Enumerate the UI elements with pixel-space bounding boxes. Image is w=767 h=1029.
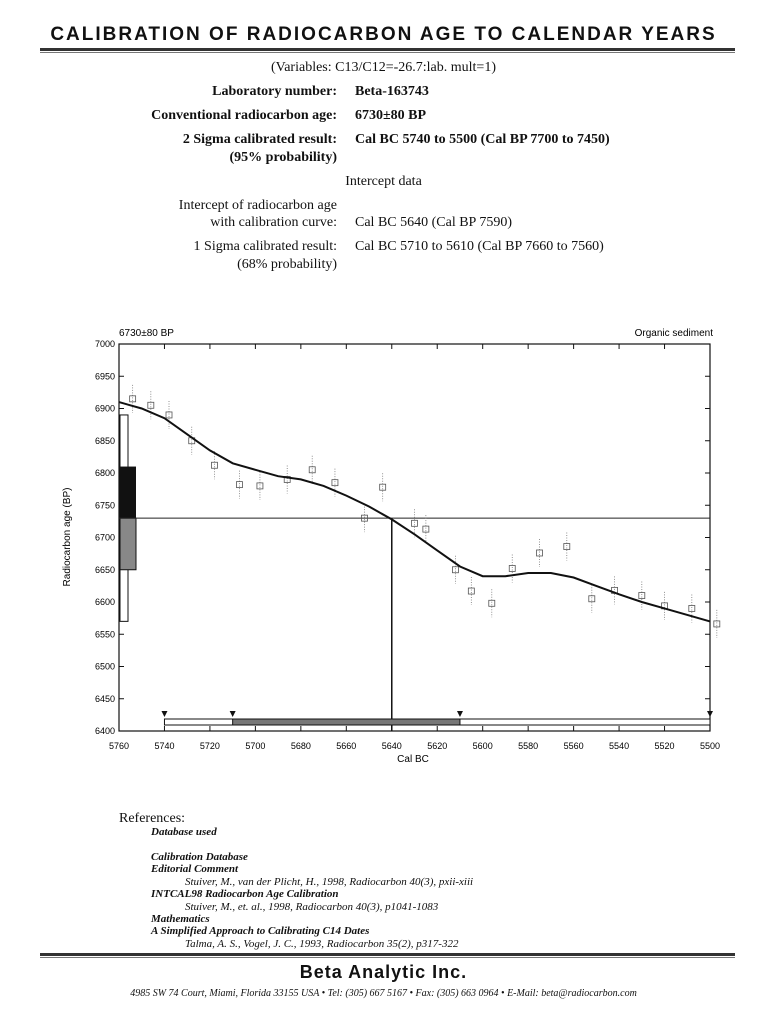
ref-database-used: Database used [151, 826, 217, 838]
chart-top-right-label: Organic sediment [634, 328, 713, 339]
y-tick-label: 6500 [94, 661, 115, 672]
y-tick-label: 6950 [94, 371, 115, 382]
data-point [236, 482, 242, 488]
x-tick-label: 5700 [245, 741, 266, 751]
chart-x-label: Cal BC [397, 754, 429, 765]
data-point [148, 402, 154, 408]
ref-intcal98-citation: Stuiver, M., et. al., 1998, Radiocarbon 40(3), p1041-1083 [185, 901, 439, 913]
y-tick-label: 6550 [94, 629, 115, 640]
footer-rule-thin [40, 957, 735, 958]
footer-rule-thick [40, 953, 735, 956]
data-point [589, 596, 595, 602]
data-point [412, 520, 418, 526]
y-tick-label: 6650 [94, 564, 115, 575]
x-tick-label: 5660 [336, 741, 357, 751]
y-tick-label: 6750 [94, 500, 115, 511]
intercept-label-1: Intercept of radiocarbon age [178, 198, 337, 213]
y-tick-label: 6900 [94, 403, 115, 414]
data-point [257, 483, 263, 489]
sigma1-value: Cal BC 5710 to 5610 (Cal BP 7660 to 7560) [355, 239, 604, 254]
y-tick-label: 6700 [94, 532, 115, 543]
header-rule-thin [40, 52, 735, 53]
ref-editorial-comment: Editorial Comment [151, 863, 239, 875]
ref-mathematics: Mathematics [151, 913, 210, 925]
lab-number-value: Beta-163743 [355, 84, 429, 99]
conv-age-label: Conventional radiocarbon age: [151, 108, 337, 123]
x-tick-label: 5640 [381, 741, 402, 751]
y-tick-label: 7000 [94, 339, 115, 349]
data-point [714, 621, 720, 627]
ref-simplified-citation: Talma, A. S., Vogel, J. C., 1993, Radiocarbon 35(2), p317-322 [185, 938, 459, 950]
y-tick-label: 6800 [94, 468, 115, 478]
data-point [380, 484, 386, 490]
data-point [537, 550, 543, 556]
x-tick-label: 5540 [609, 741, 630, 751]
y-tick-label: 6850 [94, 435, 115, 446]
x-tick-label: 5680 [290, 741, 311, 751]
sigma2-value: Cal BC 5740 to 5500 (Cal BP 7700 to 7450) [355, 132, 610, 147]
intercept-heading: Intercept data [345, 174, 422, 189]
data-point [489, 600, 495, 606]
references [119, 811, 185, 827]
chart-y-label: Radiocarbon age (BP) [62, 487, 73, 587]
calibration-curve [119, 402, 710, 621]
intercept-value: Cal BC 5640 (Cal BP 7590) [355, 215, 512, 230]
range-marker [161, 711, 167, 717]
conv-age-value: 6730±80 BP [355, 108, 427, 123]
data-point [452, 567, 458, 573]
calibration-chart-svg [0, 320, 767, 770]
header-rule-thick [40, 48, 735, 51]
variables-line: (Variables: C13/C12=-26.7:lab. mult=1) [271, 60, 496, 75]
data-point [332, 480, 338, 486]
references-heading: References: [119, 811, 186, 826]
y-tick-label: 6600 [94, 597, 115, 607]
data-point [689, 605, 695, 611]
x-tick-label: 5520 [654, 741, 675, 751]
data-point [564, 544, 570, 550]
sigma1-label: 1 Sigma calibrated result: [193, 239, 337, 254]
data-point [211, 462, 217, 468]
ref-calibration-database: Calibration Database [151, 851, 248, 863]
x-tick-label: 5500 [699, 741, 721, 751]
plot-frame [119, 344, 710, 731]
data-point [639, 593, 645, 599]
data-point [130, 396, 136, 402]
page-title: CALIBRATION OF RADIOCARBON AGE TO CALENDAR YEARS [50, 24, 717, 45]
data-point [468, 588, 474, 594]
x-tick-label: 5580 [518, 741, 539, 751]
company-address: 4985 SW 74 Court, Miami, Florida 33155 USA • Tel: (305) 667 5167 • Fax: (305) 663 0964 • E-Mail: beta@radiocarbon.com [130, 988, 637, 999]
intercept-label-2: with calibration curve: [210, 215, 337, 230]
lab-number-label: Laboratory number: [212, 84, 337, 99]
sigma2-probability: (95% probability) [229, 150, 337, 165]
x-tick-label: 5600 [472, 741, 493, 751]
company-name: Beta Analytic Inc. [299, 962, 468, 982]
data-point [509, 565, 515, 571]
x-tick-label: 5720 [199, 741, 220, 751]
x-tick-label: 5620 [427, 741, 448, 751]
age-1sigma-lower-bar [120, 518, 136, 570]
x-tick-label: 5560 [563, 741, 584, 751]
ref-simplified-approach: A Simplified Approach to Calibrating C14 Dates [151, 925, 370, 937]
range-marker [457, 711, 463, 717]
data-point [309, 467, 315, 473]
x-tick-label: 5760 [108, 741, 130, 751]
age-1sigma-upper-bar [120, 467, 136, 519]
y-tick-label: 6450 [94, 693, 115, 704]
chart-top-left-label: 6730±80 BP [119, 328, 174, 339]
calibration-chart [0, 320, 767, 770]
range-marker [230, 711, 236, 717]
ref-editorial-citation: Stuiver, M., van der Plicht, H., 1998, Radiocarbon 40(3), pxii-xiii [185, 876, 474, 888]
x-tick-label: 5740 [154, 741, 175, 751]
range-1sigma-bar [233, 719, 460, 725]
sigma2-label: 2 Sigma calibrated result: [182, 132, 337, 147]
data-point [166, 412, 172, 418]
range-marker [707, 711, 713, 717]
y-tick-label: 6400 [94, 726, 115, 736]
sigma1-probability: (68% probability) [237, 257, 337, 272]
ref-intcal98: INTCAL98 Radiocarbon Age Calibration [151, 888, 339, 900]
data-point [423, 526, 429, 532]
